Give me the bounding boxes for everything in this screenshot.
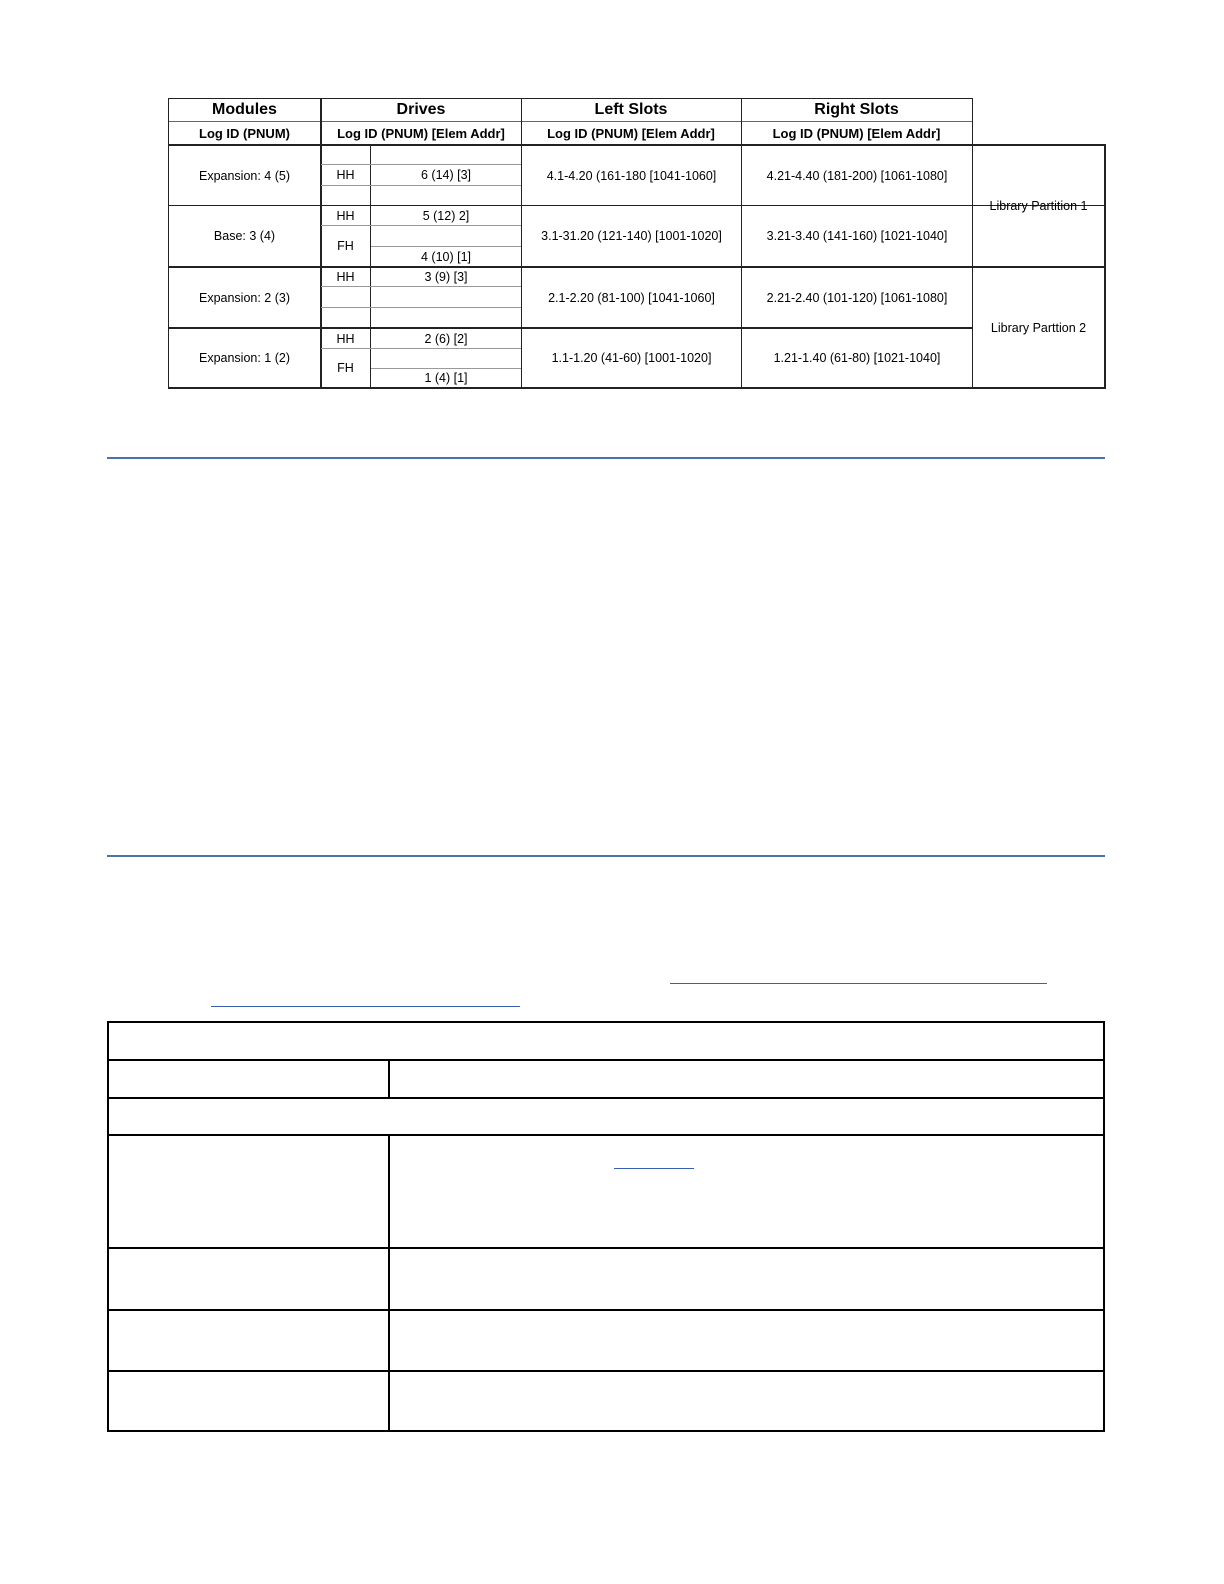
subheader-left-slots: Log ID (PNUM) [Elem Addr]	[547, 125, 715, 141]
drive-row-divider	[321, 185, 521, 186]
right-slots-value: 2.21-2.40 (101-120) [1061-1080]	[766, 290, 948, 305]
table-column-divider	[388, 1134, 390, 1430]
header-drives: Drives	[396, 101, 446, 118]
drive-value: 2 (6) [2]	[424, 331, 468, 346]
header-left-slots: Left Slots	[594, 101, 668, 118]
subheader-drives: Log ID (PNUM) [Elem Addr]	[337, 125, 505, 141]
drive-type: FH	[337, 239, 354, 253]
table-column-divider	[388, 1059, 390, 1099]
header-right-slots: Right Slots	[814, 101, 899, 118]
subheader-right-slots: Log ID (PNUM) [Elem Addr]	[772, 125, 941, 141]
header-modules: Modules	[212, 101, 277, 118]
table-row-divider	[109, 1370, 1103, 1372]
table-row-divider	[109, 1247, 1103, 1249]
library-partition-figure	[168, 98, 1106, 389]
drive-type: FH	[337, 361, 354, 375]
drive-type: HH	[336, 208, 355, 223]
drive-value: 3 (9) [3]	[424, 270, 468, 284]
module-name: Base: 3 (4)	[213, 229, 276, 243]
table-row-divider	[109, 1134, 1103, 1136]
left-slots-value: 4.1-4.20 (161-180 [1041-1060]	[546, 168, 717, 183]
table-row-divider	[109, 1309, 1103, 1311]
module-name: Expansion: 1 (2)	[198, 351, 291, 365]
drive-type: HH	[336, 331, 355, 346]
drive-value: 6 (14) [3]	[420, 168, 472, 182]
hyperlink[interactable]	[614, 1168, 694, 1169]
figure-border	[168, 387, 1106, 389]
left-slots-value: 2.1-2.20 (81-100) [1041-1060]	[548, 290, 715, 305]
right-slots-value: 1.21-1.40 (61-80) [1021-1040]	[773, 351, 941, 365]
table-row-divider	[109, 1097, 1103, 1099]
left-slots-value: 1.1-1.20 (41-60) [1001-1020]	[551, 351, 712, 365]
drive-row-divider	[321, 286, 521, 287]
details-table	[107, 1021, 1105, 1432]
module-name: Expansion: 2 (3)	[198, 290, 291, 305]
module-name: Expansion: 4 (5)	[198, 168, 291, 183]
drive-type: HH	[336, 168, 355, 182]
drive-row-divider	[321, 307, 521, 308]
right-slots-value: 3.21-3.40 (141-160) [1021-1040]	[766, 229, 948, 243]
hyperlink[interactable]	[670, 983, 1047, 984]
section-divider	[107, 855, 1105, 857]
table-row-divider	[109, 1059, 1103, 1061]
drive-type: HH	[336, 270, 355, 284]
drive-value: 1 (4) [1]	[424, 371, 468, 385]
partition-label: Library Partition 1	[989, 199, 1088, 213]
subheader-modules: Log ID (PNUM)	[199, 125, 290, 141]
left-slots-value: 3.1-31.20 (121-140) [1001-1020]	[541, 229, 722, 243]
partition-label: Library Parttion 2	[990, 320, 1087, 335]
figure-border	[1104, 144, 1106, 389]
drive-value: 4 (10) [1]	[420, 249, 472, 264]
right-slots-value: 4.21-4.40 (181-200) [1061-1080]	[766, 168, 948, 183]
hyperlink[interactable]	[211, 1006, 520, 1007]
drive-value: 5 (12) 2]	[422, 208, 470, 223]
section-divider	[107, 457, 1105, 459]
